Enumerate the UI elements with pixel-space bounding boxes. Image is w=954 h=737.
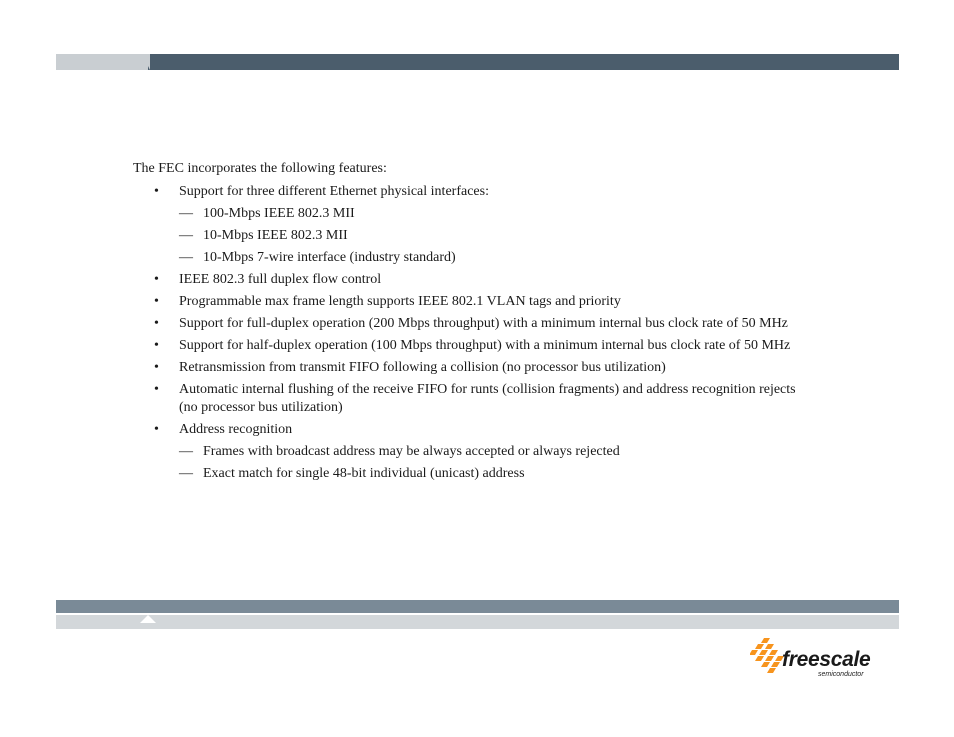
bullet: • [154,338,159,353]
intro-text: The FEC incorporates the following features: [133,161,387,176]
dash: — [179,466,193,481]
bullet: • [154,360,159,375]
list-item [133,315,813,333]
header-bar-notch [142,54,150,70]
bullet: • [154,382,159,397]
list-item-text: Automatic internal flushing of the receive FIFO for runts (collision fragments) and address recognition rejects (no processor bus utilization) [179,382,796,415]
list-item [133,381,813,417]
bullet: • [154,316,159,331]
list-item [133,271,813,289]
header-decor-bar [56,54,899,70]
sub-list-item-text: Frames with broadcast address may be always accepted or always rejected [203,444,620,459]
list-item-text: Support for full-duplex operation (200 Mbps throughput) with a minimum internal bus clock rate of 50 MHz [179,316,788,331]
list-item-text: Support for three different Ethernet physical interfaces: [179,184,489,199]
list-item-text: Retransmission from transmit FIFO following a collision (no processor bus utilization) [179,360,666,375]
sub-list-item [133,227,813,245]
footer-bar-notch [140,615,156,623]
list-item-text: Programmable max frame length supports IEEE 802.1 VLAN tags and priority [179,294,621,309]
sub-list-item-text: 100-Mbps IEEE 802.3 MII [203,206,355,221]
list-item [133,293,813,311]
sub-list-item [133,443,813,461]
feature-list [133,183,813,483]
bullet: • [154,294,159,309]
footer-bar-upper [56,600,899,613]
sub-list-item [133,205,813,223]
footer-bar-lower [56,615,899,629]
list-item-text: Address recognition [179,422,293,437]
sub-list-item-text: Exact match for single 48-bit individual (unicast) address [203,466,525,481]
list-item [133,421,813,439]
sub-list-item-text: 10-Mbps IEEE 802.3 MII [203,228,348,243]
slide-body [133,160,813,487]
footer-decor-bar [56,600,899,630]
list-item [133,359,813,377]
dash: — [179,228,193,243]
header-bar-dark-segment [148,54,899,70]
list-item-text: Support for half-duplex operation (100 Mbps throughput) with a minimum internal bus clock rate of 50 MHz [179,338,791,353]
header-bar-light-segment [56,54,148,70]
dash: — [179,444,193,459]
sub-list-item-text: 10-Mbps 7-wire interface (industry standard) [203,250,456,265]
bullet: • [154,272,159,287]
bullet: • [154,184,159,199]
sub-list-item [133,249,813,267]
freescale-logo-icon [750,638,784,674]
bullet: • [154,422,159,437]
sub-list-item [133,465,813,483]
list-item-text: IEEE 802.3 full duplex flow control [179,272,382,287]
freescale-logo [750,636,890,680]
logo-wordmark: freescale [782,648,871,671]
list-item [133,337,813,355]
logo-tagline: semiconductor [818,671,864,678]
dash: — [179,206,193,221]
list-item [133,183,813,201]
dash: — [179,250,193,265]
